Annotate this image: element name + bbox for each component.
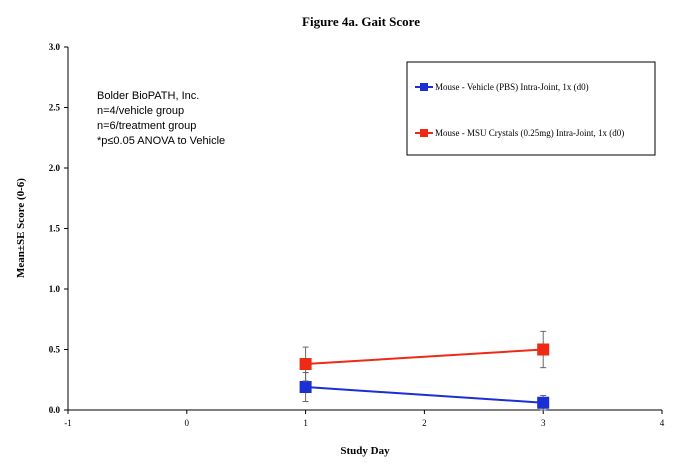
series-line: [306, 350, 544, 365]
annotation-line: *p≤0.05 ANOVA to Vehicle: [97, 135, 226, 147]
annotation-line: Bolder BioPATH, Inc.: [97, 90, 200, 102]
x-axis-ticks: [64, 410, 665, 428]
x-tick-label: 1: [303, 418, 308, 428]
legend-swatch-marker: [420, 83, 428, 91]
y-tick-label: 3.0: [48, 42, 60, 52]
y-tick-label: 0.5: [48, 344, 60, 355]
y-tick-label: 2.5: [48, 102, 60, 113]
annotation-line: n=6/treatment group: [97, 120, 197, 132]
annotation-line: n=4/vehicle group: [97, 105, 185, 117]
data-point-marker: [300, 381, 312, 393]
legend-box: [407, 62, 655, 155]
legend-label: Mouse - MSU Crystals (0.25mg) Intra-Joint, 1x (d0): [435, 128, 625, 138]
legend-swatch-marker: [420, 129, 428, 137]
y-axis-title: Mean±SE Score (0-6): [15, 178, 27, 278]
legend: [407, 62, 655, 155]
x-tick-label: 2: [422, 418, 427, 428]
y-tick-label: 0.0: [48, 405, 60, 415]
study-annotation: [97, 90, 225, 147]
x-tick-label: 4: [659, 418, 665, 428]
data-point-marker: [300, 358, 312, 370]
y-axis-ticks: [49, 42, 68, 415]
x-tick-label: -1: [64, 418, 72, 428]
series-line: [306, 387, 544, 403]
series-layer: [300, 331, 550, 410]
chart-title: Figure 4a. Gait Score: [302, 14, 420, 29]
data-point-marker: [537, 344, 549, 356]
y-tick-label: 1.5: [48, 223, 60, 234]
x-tick-label: 0: [184, 418, 190, 428]
data-point-marker: [537, 397, 549, 409]
y-tick-label: 1.0: [48, 284, 60, 294]
x-axis-title: Study Day: [340, 445, 390, 457]
legend-label: Mouse - Vehicle (PBS) Intra-Joint, 1x (d0): [435, 82, 589, 92]
x-tick-label: 3: [540, 418, 546, 428]
y-tick-label: 2.0: [48, 163, 60, 173]
